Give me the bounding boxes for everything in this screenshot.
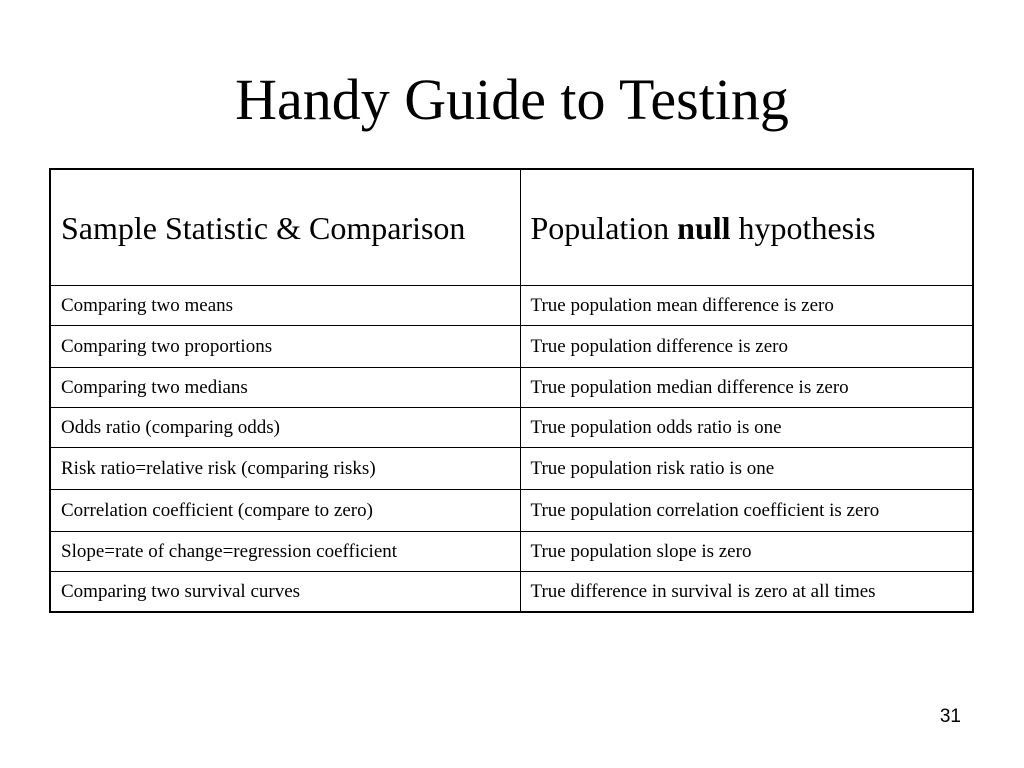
testing-guide-table: [49, 168, 974, 613]
table-row: [50, 448, 973, 490]
null-hypothesis-cell: True population median difference is zero: [520, 368, 973, 408]
table-row: [50, 286, 973, 326]
table-row: [50, 368, 973, 408]
page-number: 31: [939, 706, 961, 727]
null-hypothesis-cell: True population mean difference is zero: [520, 286, 973, 326]
null-hypothesis-cell: True population odds ratio is one: [520, 408, 973, 448]
null-hypothesis-cell: True population difference is zero: [520, 326, 973, 368]
statistic-cell: Risk ratio=relative risk (comparing risks): [50, 448, 520, 490]
slide-title: Handy Guide to Testing: [235, 67, 789, 132]
statistic-cell: Odds ratio (comparing odds): [50, 408, 520, 448]
header-null-word: null: [677, 209, 731, 246]
null-hypothesis-cell: True population slope is zero: [520, 532, 973, 572]
table-row: [50, 532, 973, 572]
statistic-cell: Comparing two means: [50, 286, 520, 326]
statistic-cell: Comparing two proportions: [50, 326, 520, 368]
null-hypothesis-cell: True difference in survival is zero at all times: [520, 572, 973, 613]
statistic-cell: Correlation coefficient (compare to zero): [50, 490, 520, 532]
statistic-cell: Slope=rate of change=regression coefficient: [50, 532, 520, 572]
table-row: [50, 408, 973, 448]
table-header-row: [50, 169, 973, 286]
header-null-hypothesis-pre: Population: [530, 209, 670, 246]
null-hypothesis-cell: True population correlation coefficient is zero: [520, 490, 973, 532]
statistic-cell: Comparing two medians: [50, 368, 520, 408]
null-hypothesis-cell: True population risk ratio is one: [520, 448, 973, 490]
header-sample-statistic: Sample Statistic & Comparison: [50, 169, 520, 286]
table-row: [50, 572, 973, 613]
statistic-cell: Comparing two survival curves: [50, 572, 520, 613]
header-null-hypothesis-post: hypothesis: [738, 209, 876, 246]
table-row: [50, 490, 973, 532]
header-null-hypothesis: [520, 169, 973, 286]
table-row: [50, 326, 973, 368]
